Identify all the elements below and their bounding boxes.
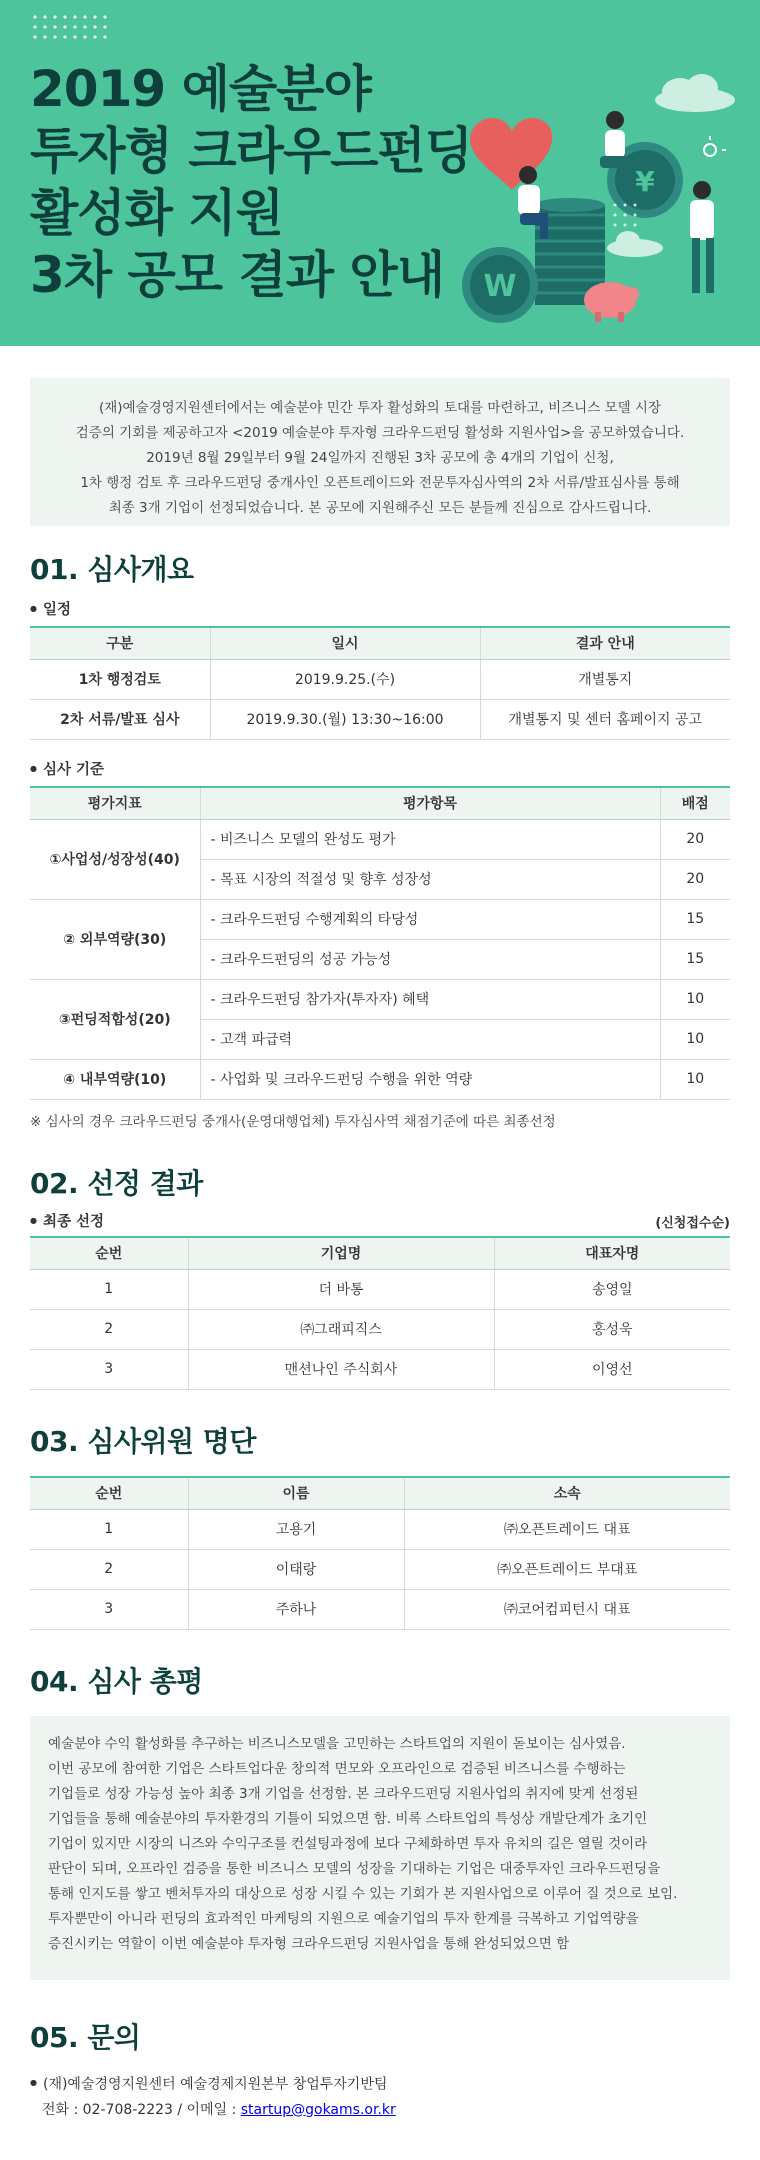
column-header: 구분 [30,627,210,659]
table-cell: 이태랑 [188,1549,404,1589]
criteria-item: - 크라우드펀딩 수행계획의 타당성 [200,899,660,939]
cloud-icon [655,74,735,112]
table-header-row [30,1237,730,1269]
criteria-note: ※ 심사의 경우 크라우드펀딩 중개사(운영대행업체) 투자심사역 채점기준에 따른 최종선정 [30,1114,556,1130]
crowdfunding-illustration [440,0,760,346]
contact-org: ● (재)예술경영지원센터 예술경제지원본부 창업투자기반팀 [30,2072,396,2098]
hero-title-line: 3차 공모 결과 안내 [30,246,445,304]
review-line: 기업이 있지만 시장의 니즈와 수익구조를 컨설팅과정에 보다 구체화하면 투자 유치의 길은 열릴 것이라 [48,1836,648,1852]
intro-box [30,378,730,526]
table-cell: 2 [30,1309,188,1349]
criteria-group-name: ④ 내부역량(10) [30,1059,200,1099]
table-cell: 1 [30,1509,188,1549]
criteria-item: - 크라우드펀딩의 성공 가능성 [200,939,660,979]
column-header: 평가지표 [30,787,200,819]
section-title: 04. 심사 총평 [30,1665,203,1698]
table-cell: 3 [30,1349,188,1389]
hero-title-line: 투자형 크라우드펀딩 [30,122,473,180]
hero-title-line: 2019 예술분야 [30,60,371,118]
table-cell: 2019.9.25.(수) [210,659,480,699]
hero-banner [0,0,760,346]
table-cell: ㈜오픈트레이드 부대표 [404,1549,730,1589]
column-header: 대표자명 [494,1237,730,1269]
review-line: 투자뿐만이 아니라 펀딩의 효과적인 마케팅의 지원으로 예술기업의 투자 한계를 극복하고 기업역량을 [48,1911,639,1927]
hero-title [30,58,472,306]
criteria-group-name: ①사업성/성장성(40) [30,819,200,899]
criteria-group-name: ③펀딩적합성(20) [30,979,200,1059]
table-row [30,1589,730,1629]
column-header: 일시 [210,627,480,659]
table-cell: 3 [30,1589,188,1629]
column-header: 소속 [404,1477,730,1509]
criteria-item: - 사업화 및 크라우드펀딩 수행을 위한 역량 [200,1059,660,1099]
table-row [30,1549,730,1589]
person-figure [600,111,634,168]
table-cell: 더 바통 [188,1269,494,1309]
table-header-row [30,787,730,819]
intro-line: (재)예술경영지원센터에서는 예술분야 민간 투자 활성화의 토대를 마련하고, 비즈니스 모델 시장 [98,400,662,416]
table-cell: 맨션나인 주식회사 [188,1349,494,1389]
criteria-item: - 크라우드펀딩 참가자(투자자) 혜택 [200,979,660,1019]
final-selection-label: ● 최종 선정 [30,1210,104,1231]
column-header: 배점 [660,787,730,819]
table-row [30,1509,730,1549]
section-title: 01. 심사개요 [30,553,194,586]
table-header-row [30,627,730,659]
criteria-item: - 비즈니스 모델의 완성도 평가 [200,819,660,859]
table-row [30,1309,730,1349]
section-title: 03. 심사위원 명단 [30,1425,256,1458]
criteria-score: 15 [660,939,730,979]
review-line: 기업들로 성장 가능성 높아 최종 3개 기업을 선정함. 본 크라우드펀딩 지원사업의 취지에 맞게 선정된 [48,1786,639,1802]
table-cell: 1 [30,1269,188,1309]
person-figure [690,181,714,293]
column-header: 평가항목 [200,787,660,819]
hero-title-line: 활성화 지원 [30,184,283,242]
criteria-score: 10 [660,1059,730,1099]
table-cell: ㈜코어컴피턴시 대표 [404,1589,730,1629]
table-row [30,899,730,939]
review-line: 예술분야 수익 활성화를 추구하는 비즈니스모델을 고민하는 스타트업의 지원이 돋보이는 심사였음. [48,1736,626,1752]
table-row [30,1059,730,1099]
table-cell: 2 [30,1549,188,1589]
criteria-group-name: ② 외부역량(30) [30,899,200,979]
criteria-score: 20 [660,819,730,859]
table-cell: 홍성욱 [494,1309,730,1349]
schedule-label: ● 일정 [30,598,71,619]
table-row [30,1349,730,1389]
table-row [30,1269,730,1309]
criteria-item: - 목표 시장의 적절성 및 향후 성장성 [200,859,660,899]
schedule-table [30,626,730,740]
lightbulb-icon [704,136,726,156]
table-cell: ㈜그래피직스 [188,1309,494,1349]
table-row [30,659,730,699]
criteria-table [30,786,730,1100]
section-title: 02. 선정 결과 [30,1167,203,1200]
review-line: 판단이 되며, 오프라인 검증을 통한 비즈니스 모델의 성장을 기대하는 기업은 대중투자인 크라우드펀딩을 [48,1861,661,1877]
intro-line: 1차 행정 검토 후 크라우드펀딩 중개사인 오픈트레이드와 전문투자심사역의 2차 서류/발표심사를 통해 [80,475,680,491]
table-row [30,819,730,859]
piggy-bank-icon [584,282,639,322]
table-cell: 2019.9.30.(월) 13:30~16:00 [210,699,480,739]
table-cell: 1차 행정검토 [30,659,210,699]
section-title: 05. 문의 [30,2021,141,2054]
column-header: 이름 [188,1477,404,1509]
coin-icon [462,247,538,323]
svg-text:W: W [483,269,517,304]
svg-text:¥: ¥ [635,165,655,198]
table-cell: 개별통지 [480,659,730,699]
column-header: 순번 [30,1477,188,1509]
criteria-score: 10 [660,1019,730,1059]
column-header: 결과 안내 [480,627,730,659]
criteria-score: 10 [660,979,730,1019]
table-cell: 주하나 [188,1589,404,1629]
cloud-icon [607,231,663,257]
table-row [30,699,730,739]
review-line: 통해 인지도를 쌓고 벤처투자의 대상으로 성장 시킬 수 있는 기회가 본 지원사업으로 이루어 질 것으로 보임. [48,1886,678,1902]
table-cell: 고용기 [188,1509,404,1549]
contact-email-link[interactable]: startup@gokams.or.kr [240,2101,396,2118]
table-header-row [30,1477,730,1509]
table-cell: 2차 서류/발표 심사 [30,699,210,739]
table-cell: 송영일 [494,1269,730,1309]
criteria-label: ● 심사 기준 [30,758,104,779]
criteria-score: 20 [660,859,730,899]
table-row [30,979,730,1019]
intro-line: 2019년 8월 29일부터 9월 24일까지 진행된 3차 공모에 총 4개의 기업이 신청, [146,450,614,466]
review-box [30,1716,730,1980]
contact-details [30,2098,396,2123]
criteria-score: 15 [660,899,730,939]
selection-table [30,1236,730,1390]
column-header: 기업명 [188,1237,494,1269]
heart-icon [470,118,552,190]
review-line: 이번 공모에 참여한 기업은 스타트업다운 창의적 면모와 오프라인으로 검증된 비즈니스를 수행하는 [48,1761,626,1777]
contact-phone: 전화 : 02-708-2223 / 이메일 : [42,2101,241,2118]
table-cell: 이영선 [494,1349,730,1389]
table-cell: ㈜오픈트레이드 대표 [404,1509,730,1549]
dot-pattern [30,12,110,42]
table-cell: 개별통지 및 센터 홈페이지 공고 [480,699,730,739]
order-note: (신청접수순) [655,1216,730,1231]
intro-line: 최종 3개 기업이 선정되었습니다. 본 공모에 지원해주신 모든 분들께 진심으로 감사드립니다. [108,500,652,516]
review-line: 기업들을 통해 예술분야의 투자환경의 기틀이 되었으면 함. 비록 스타트업의 특성상 개발단계가 초기인 [48,1811,648,1827]
contact-info [30,2072,396,2123]
criteria-item: - 고객 파급력 [200,1019,660,1059]
intro-line: 검증의 기회를 제공하고자 <2019 예술분야 투자형 크라우드펀딩 활성화 지원사업>을 공모하였습니다. [75,425,685,441]
review-line: 증진시키는 역할이 이번 예술분야 투자형 크라우드펀딩 지원사업을 통해 완성되었으면 함 [48,1936,570,1952]
jury-table [30,1476,730,1630]
column-header: 순번 [30,1237,188,1269]
